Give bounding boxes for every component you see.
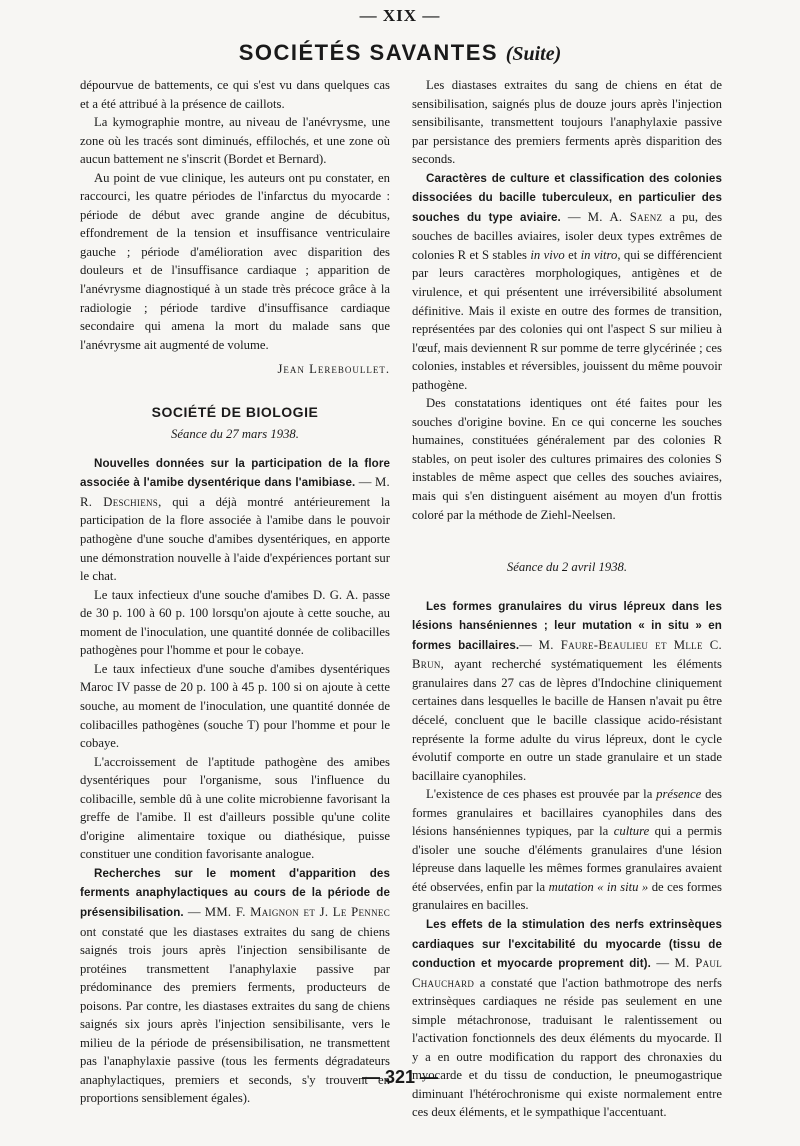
article-author: M. Paul Chauchard (412, 956, 723, 990)
paragraph: Les diastases extraites du sang de chiens en état de sensibilisation, saignés plus de douze jours après l'injection sensibilisante, transmettent toujours l'anaphylaxie passive par persistance des premiers ferments après disparition des seconds. (412, 78, 722, 167)
article-paragraph: Nouvelles données sur la participation de la flore associée à l'amibe dysentérique dans l'amibiase. — M. R. Deschiens, qui a déjà montré antérieurement la participation de la flore associée à l'amibe dans le pouvoir pathogène d'une souche d'amibes dysentériques, en apporte une démonstration nouvelle à l'aide d'expériences portant sur le chat. (80, 456, 391, 584)
article-author: M. R. Deschiens, (80, 475, 391, 509)
article-paragraph: Les formes granulaires du virus lépreux dans les lésions hanséniennes ; leur mutation « in situ » en formes bacillaires.— M. Faure-Beaulieu et Mlle C. Brun, ayant recherché systématiquement les éléments granulaires dans 27 cas de lèpres d'Indochine cliniquement certaines dans lesquelles le bacille de Hansen n'avait pu être décelé, concluent que le bacille classique acido-résistant représente la forme adulte du virus lépreux, dont le cycle évolutif comporte en outre un stade granulaire et un stade bacillaire cyanophiles. (412, 599, 722, 783)
paragraph: Le taux infectieux d'une souche d'amibes dysentériques Maroc IV passe de 20 p. 100 à 45 p. 100 si on ajoute à cette souche, au moment de l'inoculation, une quantité donnée de colibacilles pathogènes (souche T) pour l'homme et pour le cobaye. (80, 661, 390, 751)
right-column (412, 76, 722, 1122)
session-date: Séance du 2 avril 1938. (506, 560, 628, 575)
article-author: M. Faure-Beaulieu et Mlle C. Brun, (412, 637, 722, 672)
article-title: Caractères de culture et classification des colonies dissociées du bacille tuberculeux, en particulier des souches du type aviaire. (412, 171, 722, 224)
paragraph: L'existence de ces phases est prouvée par la présence des formes granulaires et bacillaires cyanophiles dans des lésions hanséniennes typiques, par la culture qui a permis d'isoler une souche d'éléments granulaires d'une lésion lépreuse dans laquelle les mêmes formes granulaires avaient été observées, enfin par la mutation « in situ » de ces formes granulaires en bacilles. (412, 787, 722, 913)
running-head-title: SOCIÉTÉS SAVANTES (238, 40, 499, 65)
paragraph: Au point de vue clinique, les auteurs ont pu constater, en raccourci, les quatre périodes de l'infarctus du myocarde : période de début avec grande angine de décubitus, effondrement de la tension et insuffisance ventriculaire gauche ; période d'amélioration avec disparition des douleurs et de l'insuffisance cardiaque ; apparition de l'anévrysme diagnostiqué à un stade très précoce grâce à la radiologie ; période tardive d'insuffisance cardiaque secondaire qui amena la mort du malade sans que l'anévrysme ait augmenté de volume. (80, 170, 390, 352)
article-paragraph: Les effets de la stimulation des nerfs extrinsèques cardiaques sur l'excitabilité du myocarde (tissu de conduction et myocarde proprement dit). — M. Paul Chauchard a constaté que l'action bathmotrope des nerfs extrinsèques cardiaques ne réside pas seulement en une simple métachronose, traduisant le ralentissement ou l'activation fonctionnels des deux éléments du myocarde. Il y a en outre modification du rapport des chronaxies du myocarde et du tissu de conduction, le pneumogastrique diminuant l'hétérochronisme qui existe normalement entre ces deux éléments, et le sympathique l'accentuant. (412, 917, 723, 1120)
author-signature: Jean Lereboullet. (277, 362, 390, 377)
section-title: SOCIÉTÉ DE BIOLOGIE (151, 403, 319, 420)
paragraph: La kymographie montre, au niveau de l'anévrysme, une zone où les tracés sont diminués, effilochés, et une zone où aucun battement ne s'inscrit (Bordet et Bernard). (80, 115, 390, 167)
article-author: M. A. Saenz (587, 209, 663, 224)
session-date: Séance du 27 mars 1938. (171, 427, 299, 442)
running-head (0, 40, 800, 66)
article-title: Recherches sur le moment d'apparition des ferments anaphylactiques au cours de la période de présensibilisation. (80, 866, 390, 919)
paragraph: Le taux infectieux d'une souche d'amibes D. G. A. passe de 30 p. 100 à 60 p. 100 lorsqu'on ajoute à cette souche, au moment de l'inoculation, une quantité donnée de colibacilles pathogènes pour l'homme et pour le cobaye. (80, 587, 390, 658)
paragraph: Des constatations identiques ont été faites pour les souches d'origine bovine. En ce qui concerne les souches humaines, constituées généralement par des colonies R stables, on peut isoler des cultures primaires des colonies S instables de même aspect que celles des souches aviaires, mais qui s'en distinguent aisément au moyen d'un frottis coloré par la méthode de Ziehl-Neelsen. (412, 396, 722, 522)
running-head-suffix: (Suite) (505, 43, 562, 65)
left-column (80, 76, 390, 1108)
article-author: MM. F. Maignon et J. Le Pennec (204, 904, 390, 919)
article-title: Les effets de la stimulation des nerfs extrinsèques cardiaques sur l'excitabilité du myocarde (tissu de conduction et myocarde proprement dit). (412, 917, 722, 971)
article-title: Nouvelles données sur la participation de la flore associée à l'amibe dysentérique dans l'amibiase. (80, 456, 390, 490)
article-paragraph: Caractères de culture et classification des colonies dissociées du bacille tuberculeux, en particulier des souches du type aviaire. — M. A. Saenz a pu, des souches de bacilles aviaires, isoler deux types extrêmes de colonies R et S stables in vivo et in vitro, qui se différencient par leurs caractères morphologiques, antigènes et de virulence, et qui présentent une irréversibilité absolument définitive. Mais il existe en outre des formes de transition, représentées par des colonies qui ont l'aspect S sur milieu à l'œuf, mais deviennent R sur pomme de terre glycérinée ; ces colonies, instables et réversibles, jouissent du même pouvoir pathogène. (412, 171, 723, 392)
roman-page-number: — XIX — (359, 6, 441, 25)
paragraph: dépourvue de battements, ce qui s'est vu dans quelques cas et a été attribué à la présence de caillots. (80, 78, 390, 111)
article-title: Les formes granulaires du virus lépreux dans les lésions hanséniennes ; leur mutation « in situ » en formes bacillaires. (412, 599, 722, 652)
page-number: — 321 — (361, 1067, 439, 1087)
article-paragraph: Recherches sur le moment d'apparition des ferments anaphylactiques au cours de la période de présensibilisation. — MM. F. Maignon et J. Le Pennec ont constaté que les diastases extraites du sang de chiens saignés trois jours après l'injection sensibilisante de protéines transmettent l'anaphylaxie passive par prédominance des premiers ferments, producteurs de poisons. Par contre, les diastases extraites du sang de chiens saignés six jours après l'injection sensibilisante, vers le milieu de la période de présensibilisation, ne transmettent pas l'anaphylaxie passive (tous les ferments dégradateurs anaphylactiques, premiers et seconds, s'y trouvent en proportions sensiblement égales). (80, 866, 390, 1106)
paragraph: L'accroissement de l'aptitude pathogène des amibes dysentériques pour l'organisme, sous l'influence du colibacille, semble dû à une colite microbienne favorisant la greffe de l'amibe. Il est d'ailleurs possible qu'une colite d'origine alimentaire toxique ou diathésique, puisse constituer une condition favorisante analogue. (80, 754, 390, 862)
